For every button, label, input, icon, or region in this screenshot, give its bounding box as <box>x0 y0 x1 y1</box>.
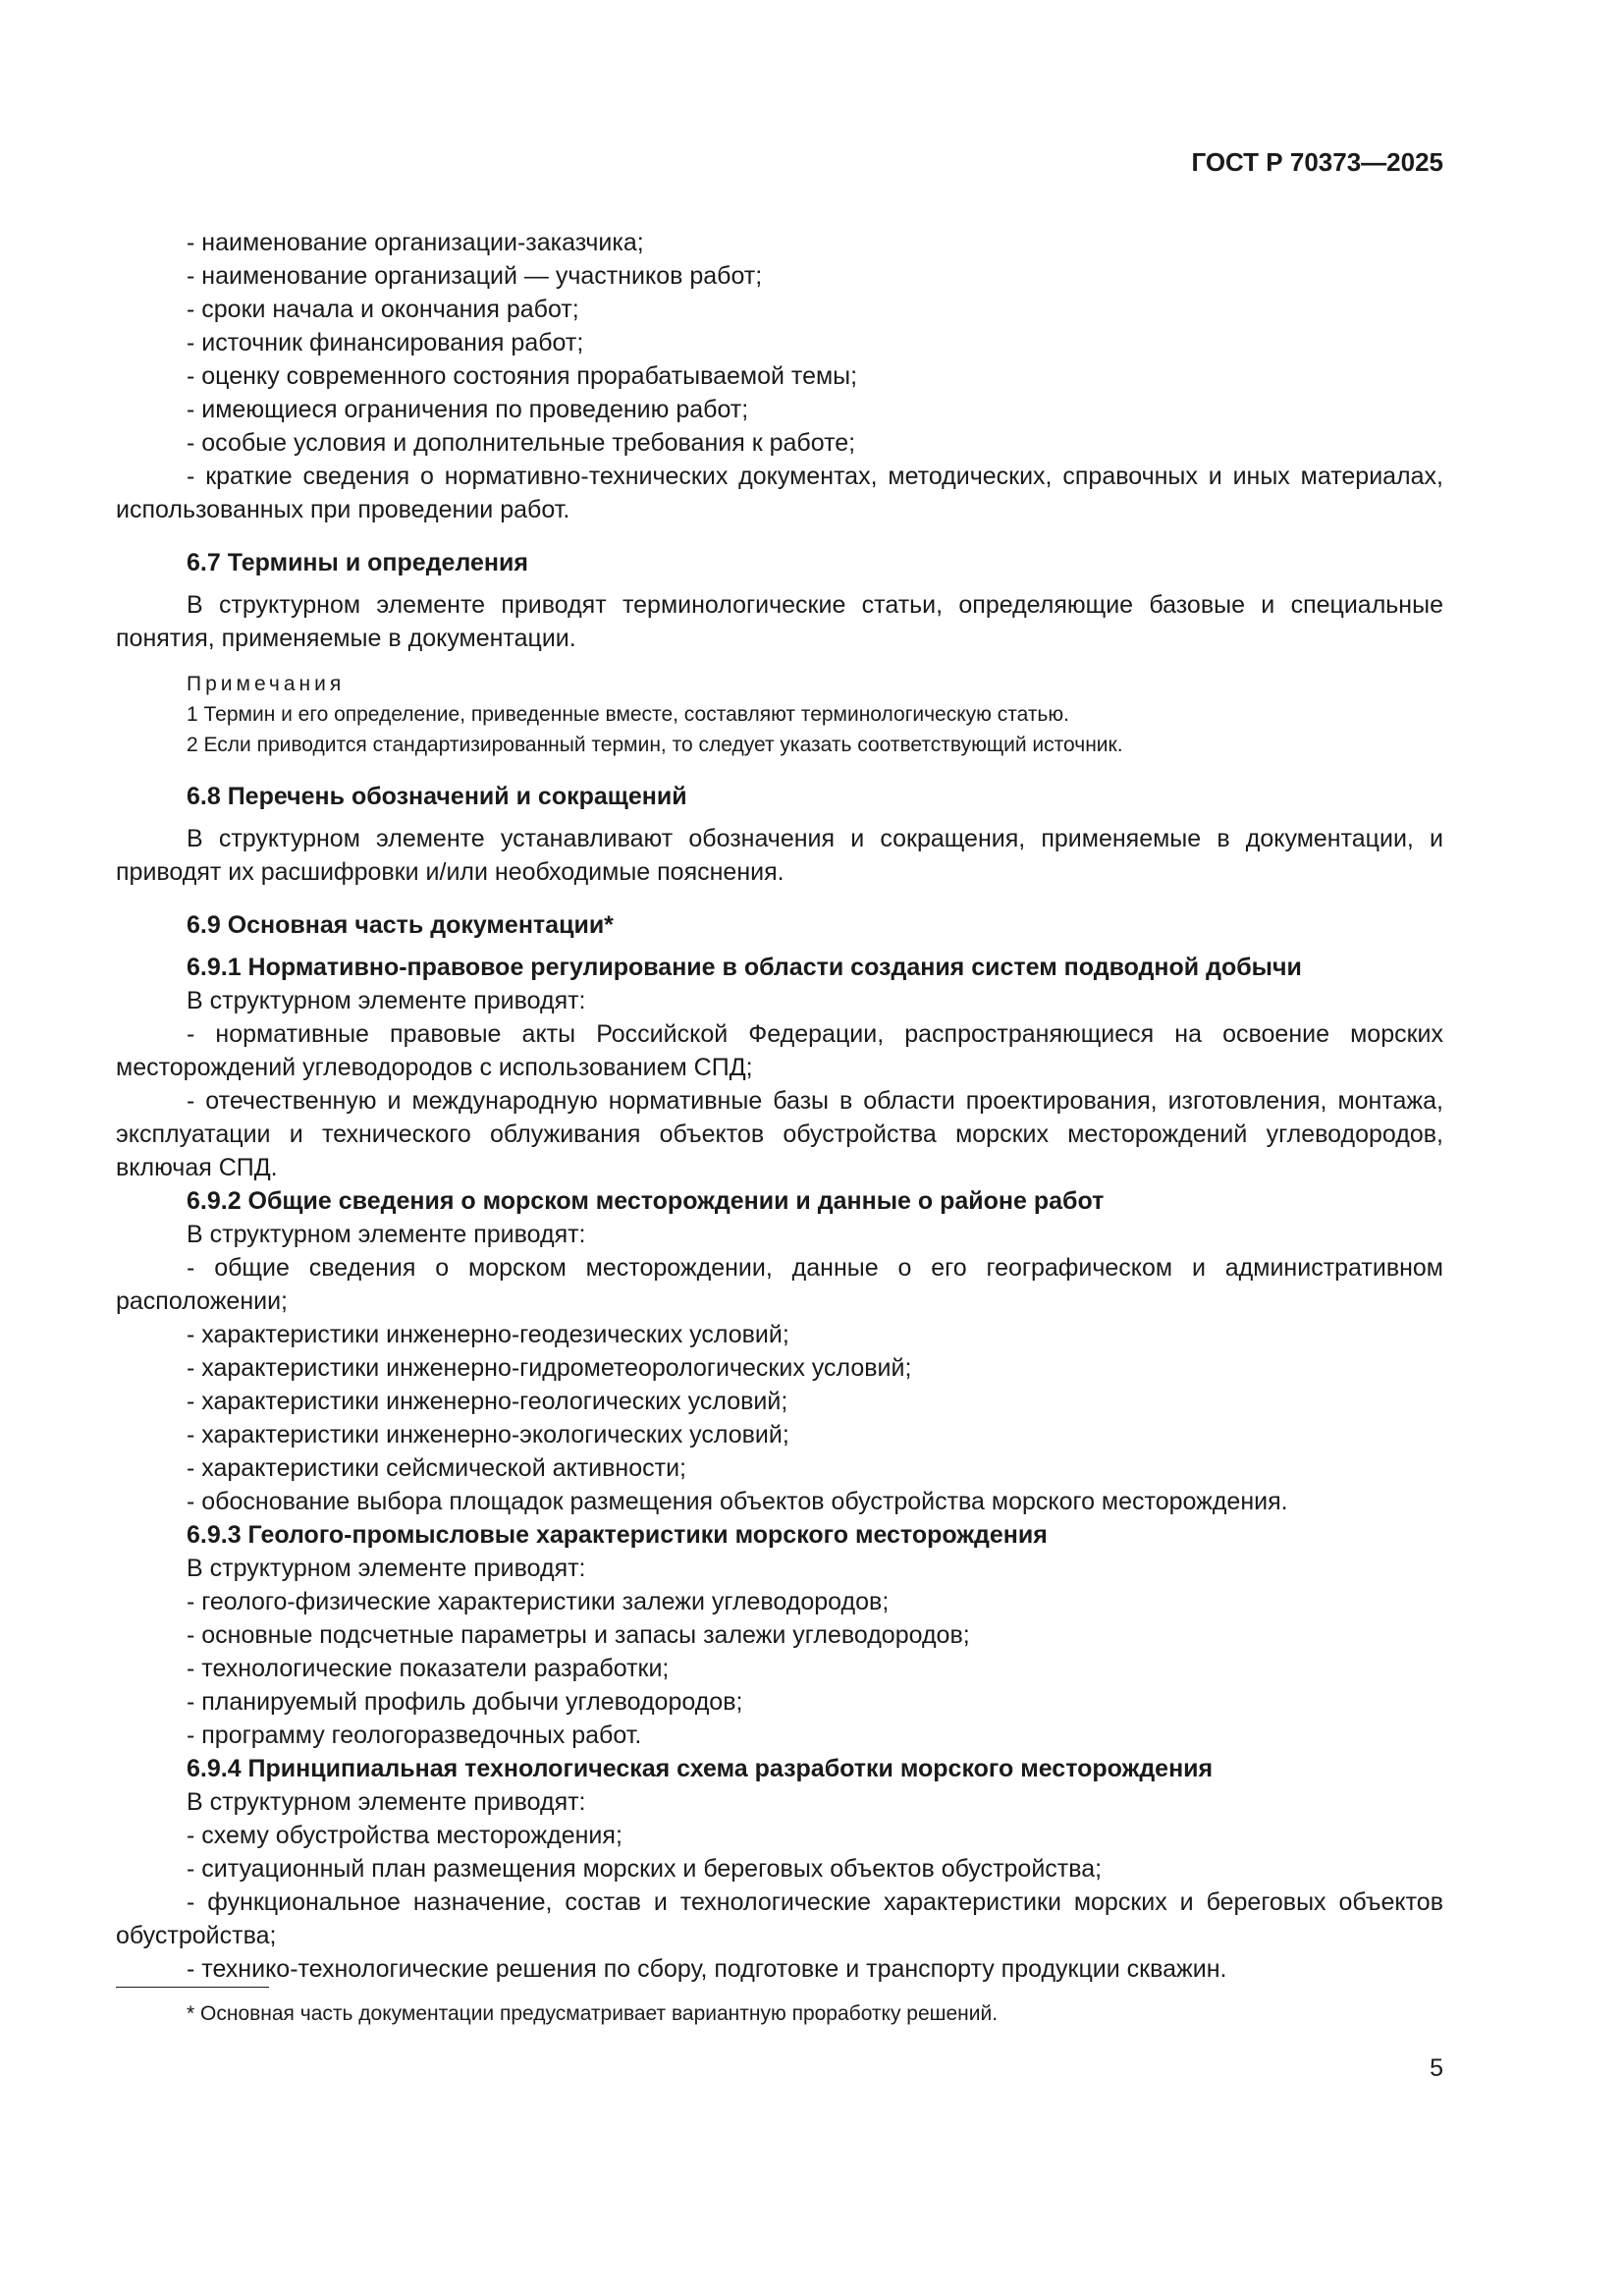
footnote-divider <box>116 1987 269 1988</box>
list-item: - наименование организации-заказчика; <box>187 229 644 256</box>
section-heading-6-7: 6.7 Термины и определения <box>187 549 528 576</box>
list-item: - характеристики инженерно-геологических условий; <box>187 1388 788 1415</box>
list-item: - источник финансирования работ; <box>187 329 584 356</box>
list-item: - отечественную и международную нормативные базы в области проектирования, изготовления, монтажа, эксплуатации и технического облуживания объектов обустройства морских месторождений углеводородов, включая СПД. <box>116 1087 1443 1181</box>
list-item: - нормативные правовые акты Российской Федерации, распространяющиеся на освоение морских месторождений углеводородов с использованием СПД; <box>116 1020 1443 1081</box>
subsection-heading-6-9-3: 6.9.3 Геолого-промысловые характеристики морского месторождения <box>187 1521 1048 1549</box>
list-item: - сроки начала и окончания работ; <box>187 296 579 323</box>
list-item: - ситуационный план размещения морских и береговых объектов обустройства; <box>187 1855 1103 1883</box>
list-item: - характеристики инженерно-геодезических условий; <box>187 1321 789 1348</box>
footnote: * Основная часть документации предусматривает вариантную проработку решений. <box>187 2002 999 2025</box>
list-item: - программу геологоразведочных работ. <box>187 1722 642 1749</box>
list-item: - основные подсчетные параметры и запасы залежи углеводородов; <box>187 1621 970 1649</box>
notes-title: Примечания <box>187 673 346 695</box>
section-paragraph: В структурном элементе приводят терминологические статьи, определяющие базовые и специальные понятия, применяемые в документации. <box>116 591 1443 652</box>
subsection-lead: В структурном элементе приводят: <box>187 987 586 1014</box>
list-item: - геолого-физические характеристики залежи углеводородов; <box>187 1588 890 1615</box>
list-item: - технологические показатели разработки; <box>187 1655 670 1682</box>
list-item: - характеристики сейсмической активности; <box>187 1454 686 1482</box>
subsection-heading-6-9-1: 6.9.1 Нормативно-правовое регулирование в области создания систем подводной добычи <box>187 954 1302 981</box>
list-item: - планируемый профиль добычи углеводородов; <box>187 1688 743 1716</box>
page-number: 5 <box>1430 2054 1443 2082</box>
section-heading-6-9: 6.9 Основная часть документации* <box>187 911 614 939</box>
subsection-heading-6-9-2: 6.9.2 Общие сведения о морском месторождении и данные о районе работ <box>187 1187 1105 1215</box>
list-item: - общие сведения о морском месторождении, данные о его географическом и административном расположении; <box>116 1254 1443 1315</box>
intro-list <box>116 226 1443 526</box>
list-item: - имеющиеся ограничения по проведению работ; <box>187 396 749 423</box>
subsection-lead: В структурном элементе приводят: <box>187 1788 586 1816</box>
list-item: - схему обустройства месторождения; <box>187 1822 622 1849</box>
subsection-lead: В структурном элементе приводят: <box>187 1221 586 1248</box>
list-item: - функциональное назначение, состав и технологические характеристики морских и береговых объектов обустройства; <box>116 1888 1443 1949</box>
document-number: ГОСТ Р 70373—2025 <box>1191 147 1443 177</box>
list-item: - характеристики инженерно-экологических условий; <box>187 1421 789 1449</box>
section-heading-6-8: 6.8 Перечень обозначений и сокращений <box>187 783 687 810</box>
list-item: - краткие сведения о нормативно-технических документах, методических, справочных и иных материалах, использованных при проведении работ. <box>116 463 1443 523</box>
list-item: - особые условия и дополнительные требования к работе; <box>187 429 856 457</box>
subsection-lead: В структурном элементе приводят: <box>187 1555 586 1582</box>
subsection-heading-6-9-4: 6.9.4 Принципиальная технологическая схема разработки морского месторождения <box>187 1755 1214 1782</box>
list-item: - обоснование выбора площадок размещения объектов обустройства морского месторождения. <box>187 1488 1288 1515</box>
list-item: - характеристики инженерно-гидрометеорологических условий; <box>187 1354 912 1382</box>
list-item: - технико-технологические решения по сбору, подготовке и транспорту продукции скважин. <box>187 1955 1227 1983</box>
list-item: - оценку современного состояния прорабатываемой темы; <box>187 362 858 390</box>
note-item: 2 Если приводится стандартизированный термин, то следует указать соответствующий источник. <box>187 734 1123 756</box>
list-item: - наименование организаций — участников работ; <box>187 262 763 290</box>
note-item: 1 Термин и его определение, приведенные вместе, составляют терминологическую статью. <box>187 703 1069 726</box>
page-content <box>116 226 1443 1986</box>
notes-block <box>116 669 1443 760</box>
section-paragraph: В структурном элементе устанавливают обозначения и сокращения, применяемые в документации, и приводят их расшифровки и/или необходимые пояснения. <box>116 825 1443 886</box>
